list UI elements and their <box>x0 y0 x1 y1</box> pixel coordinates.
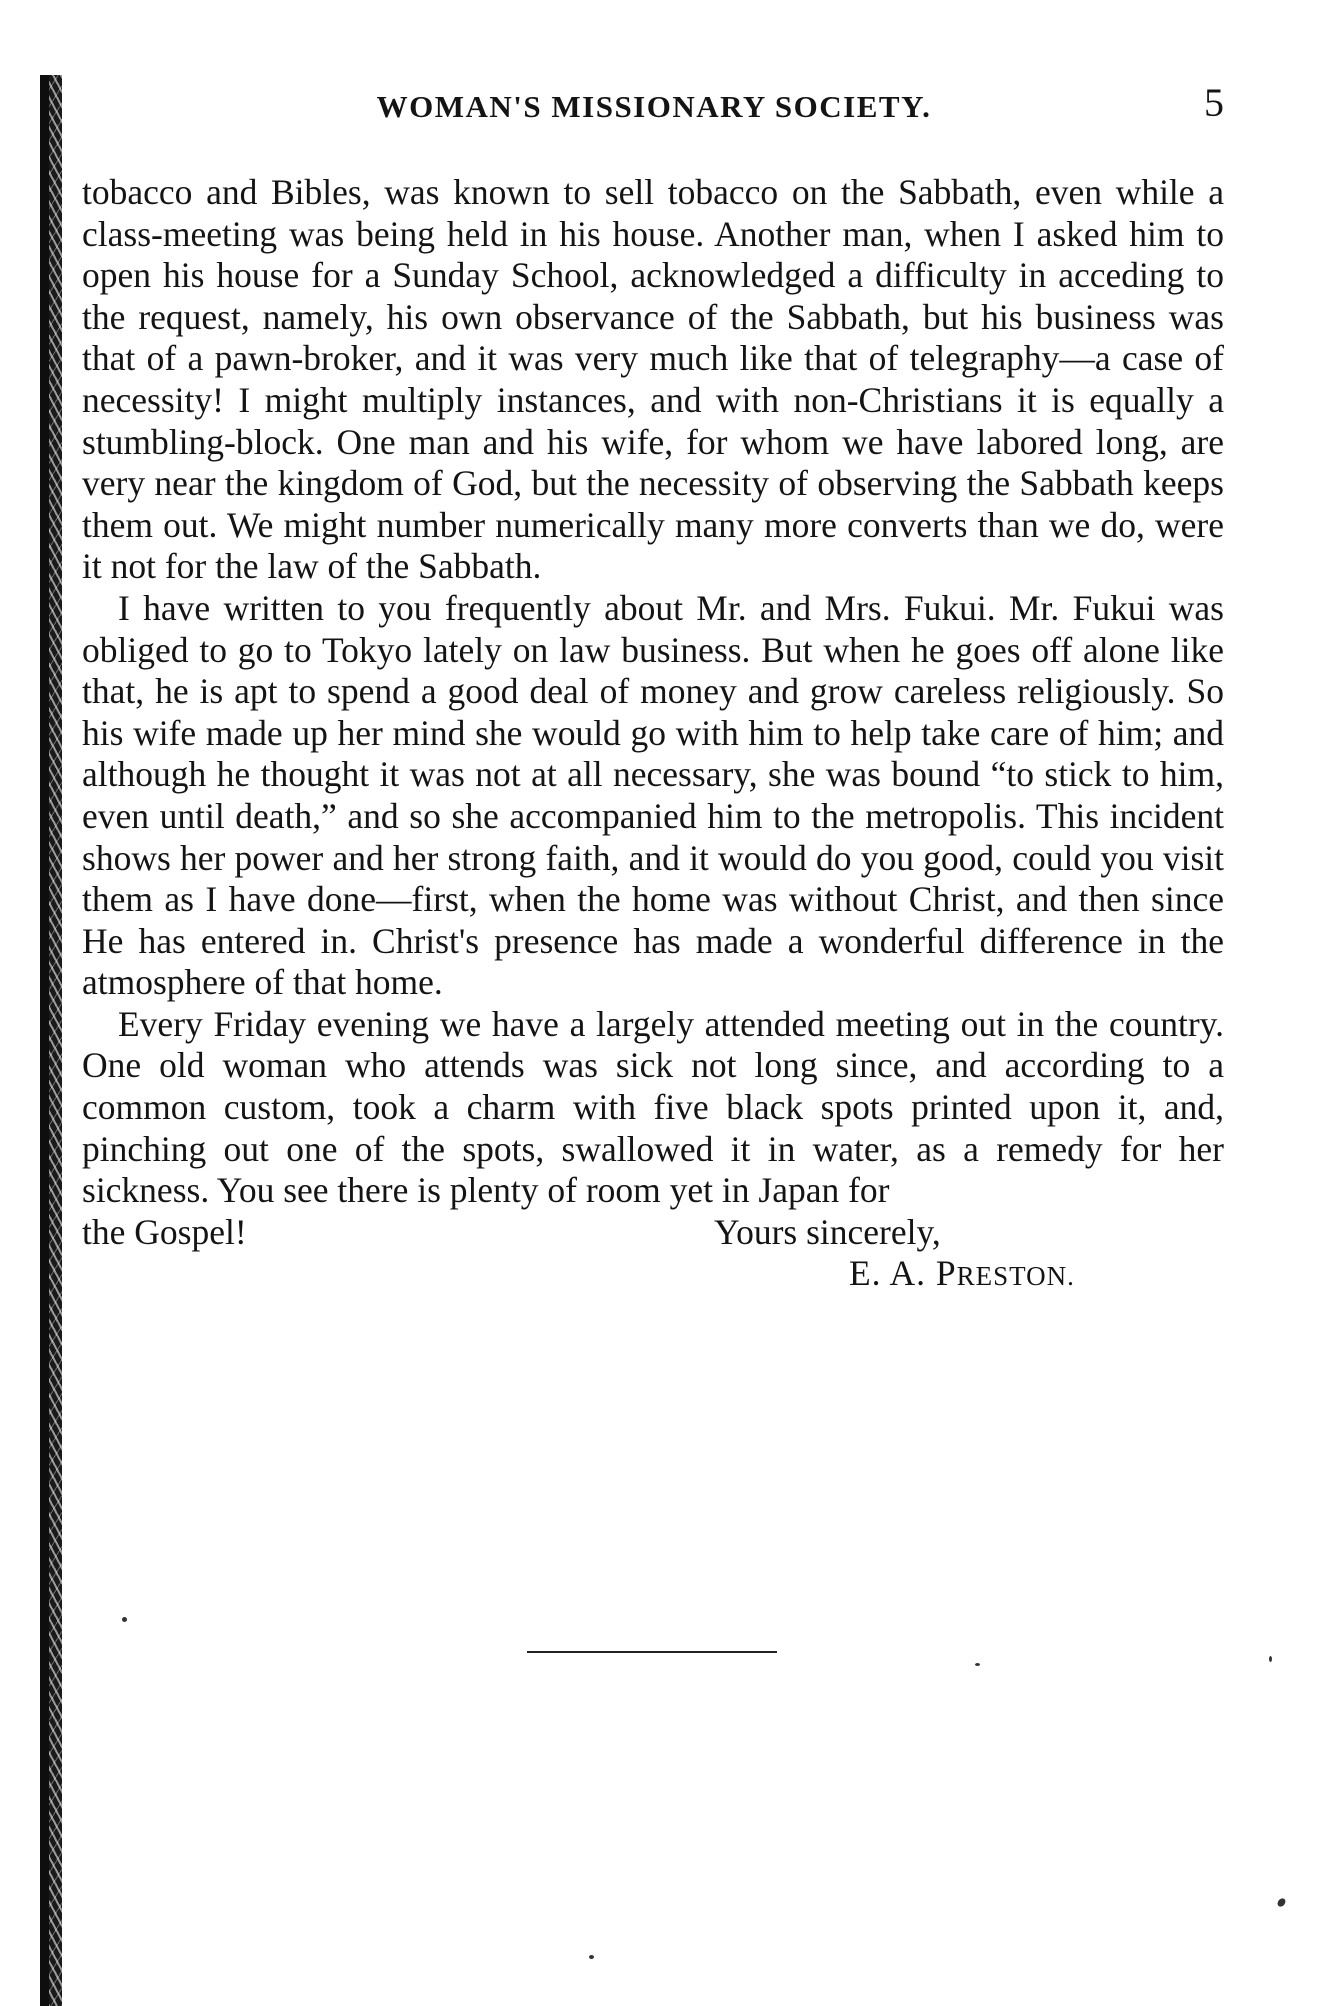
ink-speck <box>122 1617 127 1622</box>
page-number: 5 <box>1204 80 1224 125</box>
binding-shadow <box>40 75 49 2006</box>
ink-speck <box>975 1663 980 1666</box>
signature-initials: E. A. P <box>849 1253 957 1294</box>
letter-body <box>82 172 1224 1295</box>
paragraph-1: tobacco and Bibles, was known to sell tobacco on the Sabbath, even while a class-meeting was being held in his house. Another man, when I asked him to open his house for a Sunday School, acknowledged a difficulty in acceding to the request, namely, his own observance of the Sabbath, but his business was that of a pawn-broker, and it was very much like that of telegraphy—a case of necessity! I might multiply instances, and with non-Christians it is equally a stumbling-block. One man and his wife, for whom we have labored long, are very near the kingdom of God, but the necessity of observing the Sabbath keeps them out. We might number numerically many more converts than we do, were it not for the law of the Sabbath. <box>82 172 1224 587</box>
ink-speck <box>1269 1656 1272 1662</box>
running-head <box>84 82 1224 132</box>
section-divider-rule <box>527 1651 777 1653</box>
paragraph-3: Every Friday evening we have a largely attended meeting out in the country. One old woman who attends was sick not long since, and according to a common custom, took a charm with five black spots printed upon it, and, pinching out one of the spots, swallowed it in water, as a remedy for her sickness. You see there is plenty of room yet in Japan for <box>82 1003 1224 1211</box>
ink-speck <box>589 1955 594 1959</box>
closing-line <box>82 1212 1224 1254</box>
running-title: WOMAN'S MISSIONARY SOCIETY. <box>376 89 932 124</box>
signature <box>82 1253 1224 1295</box>
ink-speck <box>1276 1897 1287 1908</box>
closing-text: the Gospel! <box>82 1211 247 1252</box>
paragraph-2: I have written to you frequently about Mr. and Mrs. Fukui. Mr. Fukui was obliged to go to Tokyo lately on law business. But when he goes off alone like that, he is apt to spend a good deal of money and grow careless religiously. So his wife made up her mind she would go with him to help take care of him; and although he thought it was not at all necessary, she was bound “to stick to him, even until death,” and so she accompanied him to the metropolis. This incident shows her power and her strong faith, and it would do you good, could you visit them as I have done—first, when the home was without Christ, and then since He has entered in. Christ's presence has made a wonderful difference in the atmosphere of that home. <box>82 587 1224 1003</box>
valediction: Yours sincerely, <box>714 1211 941 1252</box>
signature-surname-rest: RESTON. <box>956 1261 1075 1292</box>
signature-name <box>849 1253 1075 1298</box>
